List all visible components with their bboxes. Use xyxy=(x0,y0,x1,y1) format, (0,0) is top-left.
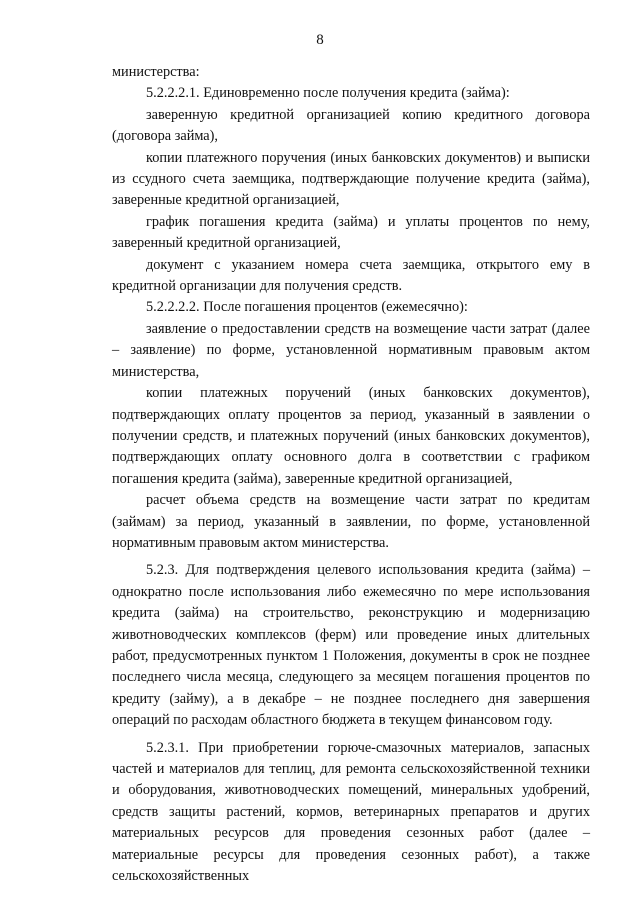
paragraph-continuation: министерства: xyxy=(112,64,200,80)
paragraph-5-2-2-2-1: 5.2.2.2.1. Единовременно после получения кредита (займа): xyxy=(146,85,510,102)
paragraph-item: заявление о предоставлении средств на возмещение части затрат (далее – заявление) по форме, установленной нормативным правовым актом министерства, xyxy=(112,320,590,380)
paragraph-5-2-3-1: 5.2.3.1. При приобретении горюче-смазочных материалов, запасных частей и материалов для теплиц, для ремонта сельскохозяйственной техники и оборудования, животноводческих помещений, минеральных удобрений, средств защиты растений, кормов, ветеринарных препаратов и других материальных ресурсов для проведения сезонных работ (далее – материальные ресурсы для проведения сезонных работ), а также сельскохозяйственных xyxy=(112,739,590,885)
paragraph-item: документ с указанием номера счета заемщика, открытого ему в кредитной организации для получения средств. xyxy=(112,256,590,295)
paragraph-item: копии платежных поручений (иных банковских документов), подтверждающих оплату процентов за период, указанный в заявлении о получении средств, и платежных поручений (иных банковских документов), подтверждающих оплату основного долга в соответствии с графиком погашения кредита (займа), заверенные кредитной организацией, xyxy=(112,385,590,487)
page-number: 8 xyxy=(316,32,324,48)
paragraph-5-2-2-2-2: 5.2.2.2.2. После погашения процентов (ежемесячно): xyxy=(146,299,468,316)
document-body xyxy=(112,62,590,887)
paragraph-item: копии платежного поручения (иных банковских документов) и выписки из ссудного счета заемщика, подтверждающие получение кредита (займа), заверенные кредитной организацией, xyxy=(112,149,590,209)
paragraph-item: заверенную кредитной организацией копию кредитного договора (договора займа), xyxy=(112,106,590,145)
paragraph-item: график погашения кредита (займа) и уплаты процентов по нему, заверенный кредитной организацией, xyxy=(112,213,590,252)
paragraph-5-2-3: 5.2.3. Для подтверждения целевого использования кредита (займа) – однократно после использования либо ежемесячно по мере использования кредита (займа) на строительство, реконструкцию и модернизацию животноводческих комплексов (ферм) или проведение иных длительных работ, предусмотренных пунктом 1 Положения, документы в срок не позднее последнего числа месяца, следующего за месяцем погашения процентов по кредиту (займу), а в декабре – не позднее последнего дня завершения операций по расходам областного бюджета в текущем финансовом году. xyxy=(112,562,590,729)
paragraph-item: расчет объема средств на возмещение части затрат по кредитам (займам) за период, указанный в заявлении, по форме, установленной нормативным правовым актом министерства. xyxy=(112,492,590,551)
